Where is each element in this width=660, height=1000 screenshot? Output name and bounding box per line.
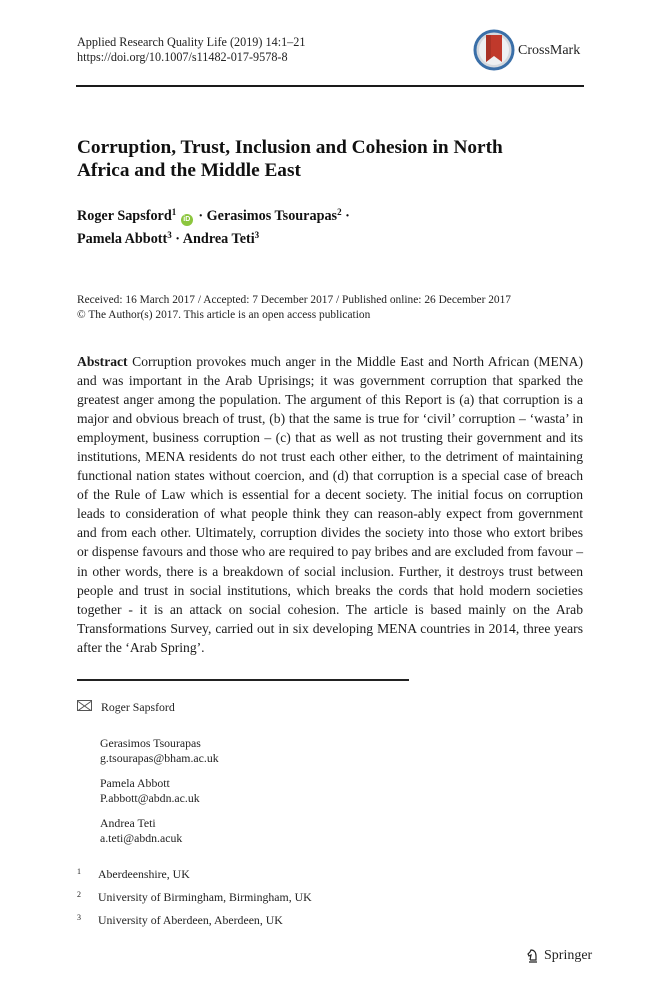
footnote-rule [77,679,409,681]
contact-email[interactable]: P.abbott@abdn.ac.uk [100,791,200,805]
author-name[interactable]: Gerasimos Tsourapas [206,208,338,224]
affiliation-item: 2 University of Birmingham, Birmingham, UK [77,890,312,904]
contact-name: Andrea Teti [100,816,156,830]
copyright-icon: © [77,309,86,321]
copyright-line: © The Author(s) 2017. This article is an open access publication [77,309,371,321]
abstract [77,352,583,657]
abstract-text: Corruption provokes much anger in the Middle East and North African (MENA) and was important in the Arab Uprisings; it was government corruption that sparked the greatest anger among the population. The argument of this Report is (a) that corruption is a major and obvious breach of trust, (b) that the same is true for ‘civil’ corruption – ‘wasta’ in employment, business corruption – (c) that as well as not trusting their government and its institutions, MENA residents do not trust each other either, to the detriment of maintaining functional nation states without coercion, and (d) that corruption is a special case of breach of the Rule of Law which is essential for a decent society. The initial focus on corruption leads to consideration of what people think they can reason-ably expect from government and from each other. Ultimately, corruption divides the society into those who extort bribes or dispense favours and those who are required to pay bribes and are excluded from favour – in other words, there is a breakdown of social inclusion. Further, it destroys trust between people and trust in social institutions, which breaks the cords that hold modern societies together - it is an attack on social cohesion. The article is based mainly on the Arab Transformations Survey, carried out in six developing MENA countries in 2014, three years after the ‘Arab Spring’. [77,354,583,655]
author-separator: · [175,231,181,247]
affiliation-ref: 2 [337,207,342,217]
corresponding-author: Roger Sapsford [77,700,175,715]
article-title: Corruption, Trust, Inclusion and Cohesion in North Africa and the Middle East [77,137,503,181]
abstract-label: Abstract [77,354,128,369]
affiliation-ref: 3 [254,230,260,240]
header-rule [76,85,584,87]
contact-email[interactable]: a.teti@abdn.acuk [100,831,183,845]
affiliation-item: 1 Aberdeenshire, UK [77,867,190,881]
contact-name: Gerasimos Tsourapas [100,736,201,750]
contact-entry [100,816,182,846]
author-separator: · [198,208,204,224]
doi-link[interactable]: https://doi.org/10.1007/s11482-017-9578-8 [77,50,288,64]
affiliation-ref: 1 [171,207,177,217]
contact-entry [100,736,219,766]
affiliation-ref: 3 [167,230,172,240]
author-name[interactable]: Pamela Abbott [77,231,168,247]
contact-entry [100,776,200,806]
contact-email[interactable]: g.tsourapas@bham.ac.uk [100,751,219,765]
springer-horse-icon [526,948,540,964]
author-separator: · [345,208,350,224]
journal-citation: Applied Research Quality Life (2019) 14:1–21 [77,35,306,49]
crossmark-label: CrossMark [518,43,581,58]
author-name[interactable]: Roger Sapsford [77,208,172,224]
affiliation-item: 3 University of Aberdeen, Aberdeen, UK [77,913,283,927]
publication-dates: Received: 16 March 2017 / Accepted: 7 December 2017 / Published online: 26 December 2017 [77,294,511,306]
envelope-icon [77,700,92,711]
crossmark-icon [473,29,515,71]
orcid-icon[interactable]: iD [181,214,193,226]
author-list [77,203,497,249]
contact-name: Pamela Abbott [100,776,170,790]
springer-logo: Springer [526,948,592,964]
author-name[interactable]: Andrea Teti [182,231,255,247]
